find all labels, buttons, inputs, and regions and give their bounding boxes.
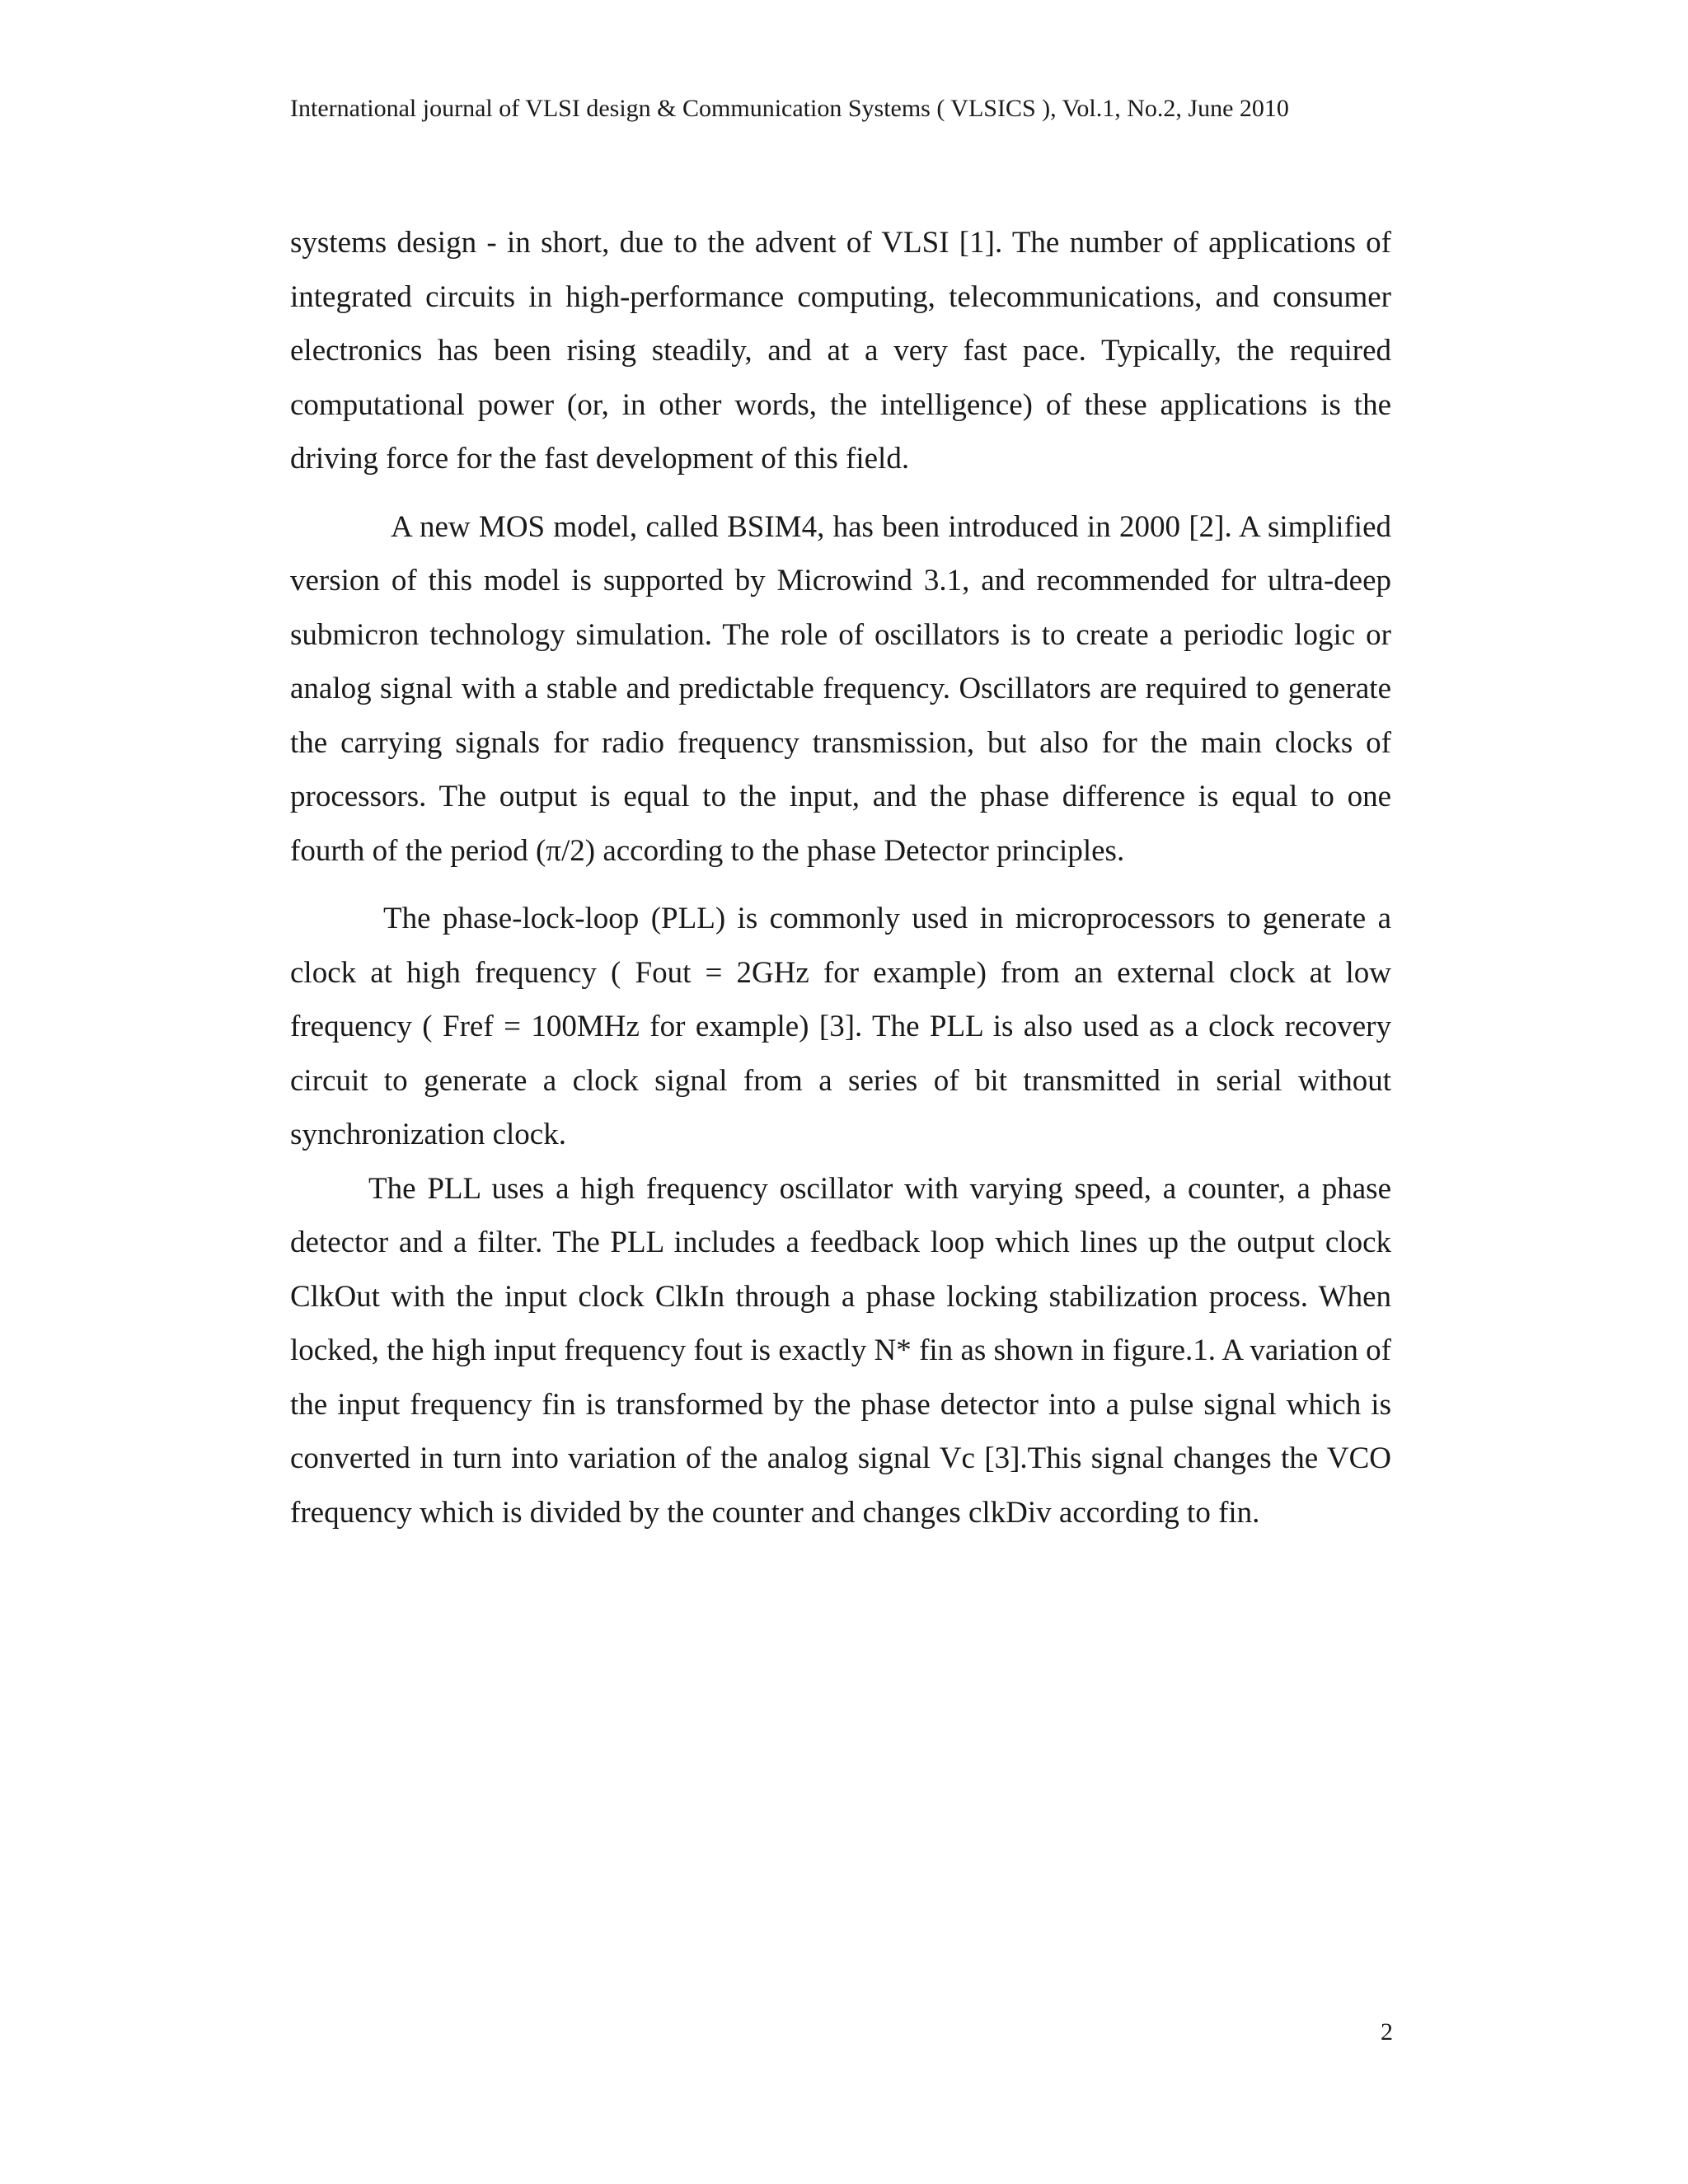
paragraph: The PLL uses a high frequency oscillator with varying speed, a counter, a phase detector and a filter. The PLL includes a feedback loop which lines up the output clock ClkOut with the input clock ClkIn through a phase locking stabilization process. When locked, the high input frequency fout is exactly N* fin as shown in figure.1. A variation of the input frequency fin is transformed by the phase detector into a pulse signal which is converted in turn into variation of the analog signal Vc [3].This signal changes the VCO frequency which is divided by the counter and changes clkDiv according to fin.	[290, 1171, 1391, 1530]
running-header: International journal of VLSI design & Communication Systems ( VLSICS ), Vol.1, No.2, June 2010	[290, 95, 1289, 122]
body-text	[290, 216, 1391, 1540]
paragraph: The phase-lock-loop (PLL) is commonly used in microprocessors to generate a clock at high frequency ( Fout = 2GHz for example) from an external clock at low frequency ( Fref = 100MHz for example) [3]. The PLL is also used as a clock recovery circuit to generate a clock signal from a series of bit transmitted in serial without synchronization clock.	[290, 902, 1391, 1151]
paragraph: A new MOS model, called BSIM4, has been introduced in 2000 [2]. A simplified version of this model is supported by Microwind 3.1, and recommended for ultra-deep submicron technology simulation. The role of oscillators is to create a periodic logic or analog signal with a stable and predictable frequency. Oscillators are required to generate the carrying signals for radio frequency transmission, but also for the main clocks of processors. The output is equal to the input, and the phase difference is equal to one fourth of the period (π/2) according to the phase Detector principles.	[290, 509, 1391, 868]
page-number: 2	[1381, 2018, 1393, 2046]
paragraph: systems design - in short, due to the advent of VLSI [1]. The number of applications of integrated circuits in high-performance computing, telecommunications, and consumer electronics has been rising steadily, and at a very fast pace. Typically, the required computational power (or, in other words, the intelligence) of these applications is the driving force for the fast development of this field.	[290, 226, 1391, 476]
